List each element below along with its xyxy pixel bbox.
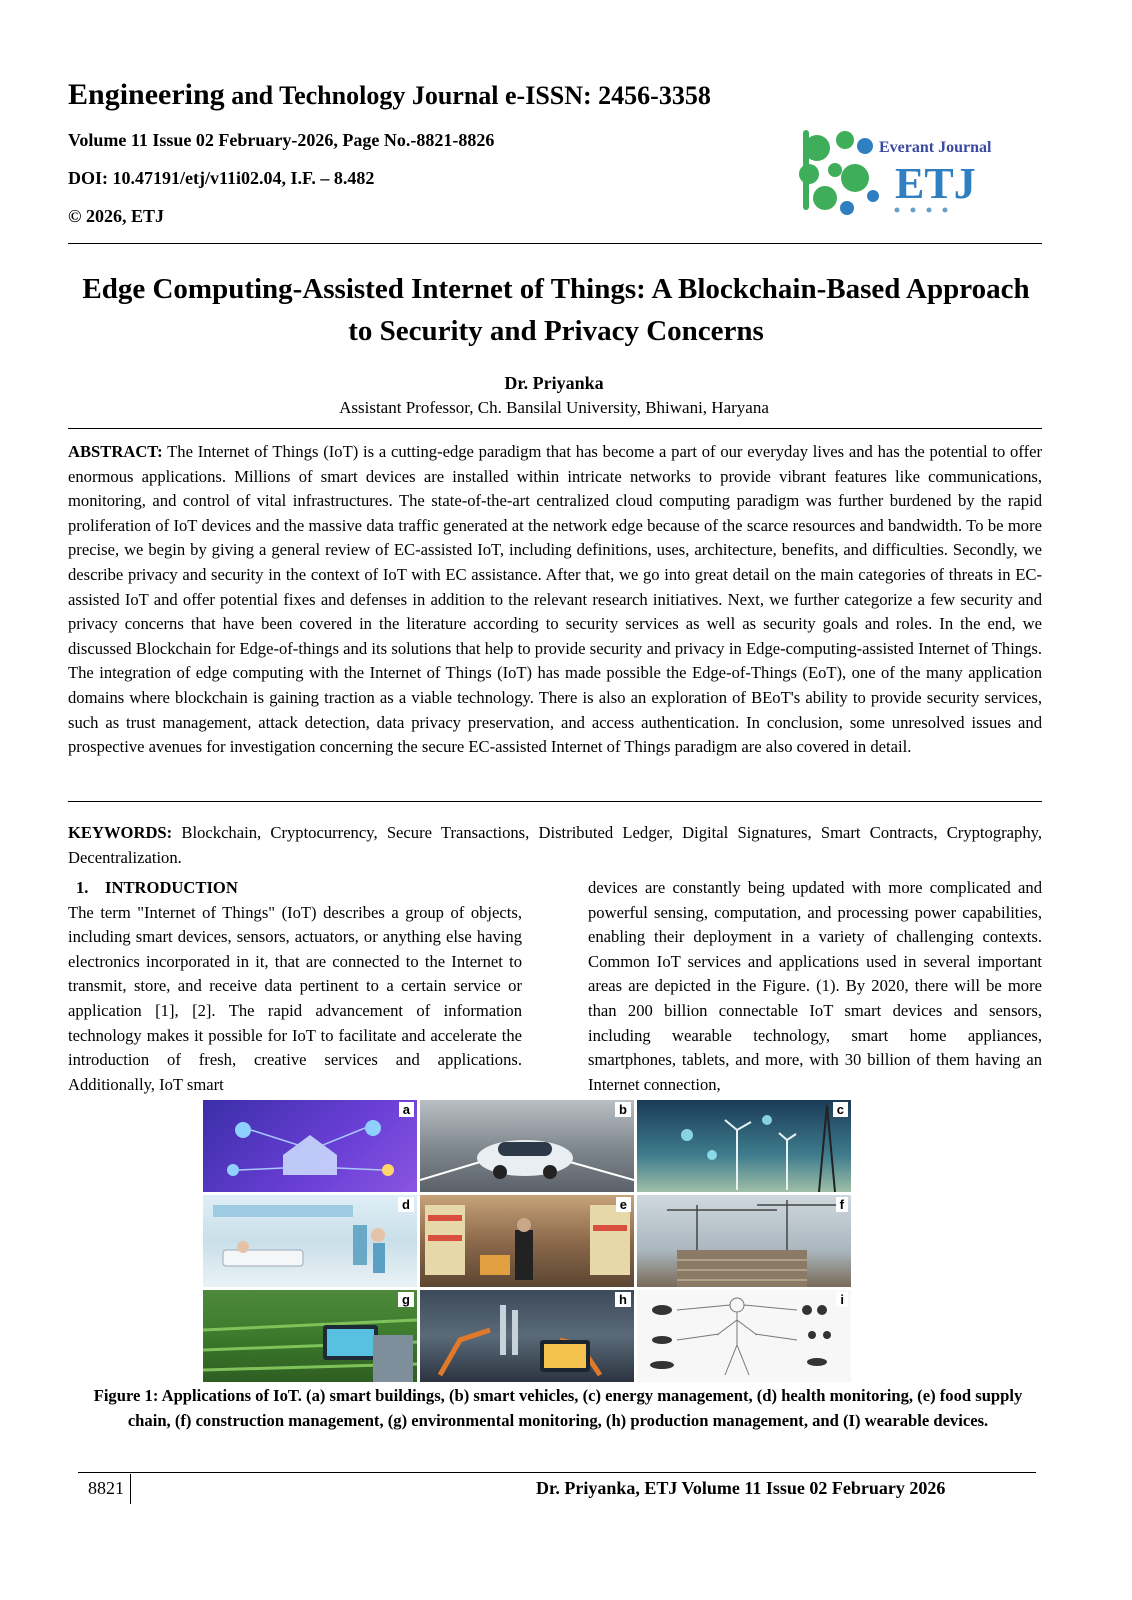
copyright-info: © 2026, ETJ <box>68 206 164 226</box>
journal-logo <box>795 118 1000 226</box>
panel-g-environmental-monitoring <box>203 1290 417 1382</box>
panel-d-health-monitoring <box>203 1195 417 1287</box>
keywords <box>68 821 1042 870</box>
panel-label-i: i <box>836 1292 848 1307</box>
journal-title <box>68 78 711 112</box>
title-line-2: to Security and Privacy Concerns <box>348 315 764 347</box>
panel-label-a: a <box>399 1102 414 1117</box>
header-rule <box>68 243 1042 244</box>
keywords-text: Blockchain, Cryptocurrency, Secure Transactions, Distributed Ledger, Digital Signatures, Smart Contracts, Cryptography, Decentralization. <box>68 823 1042 867</box>
logo-text-main: ETJ <box>895 159 976 208</box>
title-line-1: Edge Computing-Assisted Internet of Things: A Blockchain-Based Approach <box>82 273 1030 305</box>
panel-a-smart-buildings <box>203 1100 417 1192</box>
author-name: Dr. Priyanka <box>504 373 604 393</box>
panel-f-construction-management <box>637 1195 851 1287</box>
keywords-label: KEYWORDS: <box>68 823 173 842</box>
panel-label-b: b <box>615 1102 631 1117</box>
panel-label-d: d <box>398 1197 414 1212</box>
figure-1-grid <box>203 1100 853 1382</box>
panel-label-g: g <box>398 1292 414 1307</box>
figure-caption: Figure 1: Applications of IoT. (a) smart buildings, (b) smart vehicles, (c) energy management, (d) health monitoring, (e) food supply chain, (f) construction management, (g) environmental monitoring, (h) production management, and (I) wearable devices. <box>93 1386 1023 1430</box>
abstract-top-rule <box>68 428 1042 429</box>
panel-label-f: f <box>836 1197 848 1212</box>
abstract <box>68 440 1042 760</box>
panel-h-production-management <box>420 1290 634 1382</box>
abstract-label: ABSTRACT: <box>68 442 163 461</box>
doi-info: DOI: 10.47191/etj/v11i02.04, I.F. – 8.482 <box>68 168 375 188</box>
abstract-text: The Internet of Things (IoT) is a cutting-edge paradigm that has become a part of our everyday lives and has the potential to offer enormous applications. Millions of smart devices are installed within intricate networks to provide vibrant features like communications, monitoring, and control of vital infrastructures. The state-of-the-art centralized cloud computing paradigm was further burdened by the rapid proliferation of IoT devices and the massive data traffic generated at the network edge because of the scarce resources and bandwidth. To be more precise, we begin by giving a general review of EC-assisted IoT, including definitions, uses, architecture, benefits, and difficulties. Secondly, we describe privacy and security in the context of IoT with EC assistance. After that, we go into great detail on the main categories of threats in EC-assisted IoT and offer potential fixes and defenses in addition to the relevant research initiatives. Next, we further categorize a few security and privacy concerns that have been covered in the literature according to security services as well as security goals and roles. In the end, we discussed Blockchain for Edge-of-things and its solutions that help to provide security and privacy in Edge-computing-assisted Internet of Things. The integration of edge computing with the Internet of Things (IoT) has made possible the Edge-of-Things (EoT), one of the many application domains where blockchain is gaining traction as a viable technology. There is also an exploration of BEoT's ability to provide security services, such as trust management, attack detection, data privacy preservation, and access authentication. In conclusion, some unresolved issues and prospective avenues for investigation concerning the secure EC-assisted Internet of Things paradigm are also covered in detail. <box>68 442 1042 757</box>
intro-column-left <box>68 876 522 1097</box>
panel-b-smart-vehicles <box>420 1100 634 1192</box>
footer-divider <box>130 1474 131 1504</box>
paper-title <box>60 268 1052 352</box>
panel-c-energy-management <box>637 1100 851 1192</box>
intro-paragraph-left: The term "Internet of Things" (IoT) describes a group of objects, including smart devices, sensors, actuators, or anything else having electronics incorporated in it, that are connected to the Internet to transmit, store, and receive data pertinent to a certain service or application [1], [2]. The rapid advancement of information technology makes it possible for IoT to facilitate and accelerate the introduction of fresh, creative services and applications. Additionally, IoT smart <box>68 902 522 1094</box>
footer-rule <box>78 1472 1036 1473</box>
journal-title-first-word: Engineering <box>68 78 225 111</box>
volume-info: Volume 11 Issue 02 February-2026, Page No.-8821-8826 <box>68 130 495 150</box>
logo-text-top: Everant Journal <box>879 139 992 156</box>
keywords-top-rule <box>68 801 1042 802</box>
footer-citation: Dr. Priyanka, ETJ Volume 11 Issue 02 February 2026 <box>536 1478 946 1498</box>
intro-column-right: devices are constantly being updated with more complicated and powerful sensing, computation, and processing power capabilities, enabling their deployment in a variety of challenging contexts. Common IoT services and applications used in several important areas are depicted in the Figure. (1). By 2020, there will be more than 200 billion connectable IoT smart devices and sensors, including wearable technology, smart home appliances, smartphones, tablets, and more, with 30 billion of them having an Internet connection, <box>588 878 1042 1094</box>
page-number: 8821 <box>88 1478 124 1498</box>
journal-title-rest: and Technology Journal e-ISSN: 2456-3358 <box>224 81 711 110</box>
panel-e-food-supply-chain <box>420 1195 634 1287</box>
panel-label-e: e <box>616 1197 631 1212</box>
author-affiliation: Assistant Professor, Ch. Bansilal University, Bhiwani, Haryana <box>339 398 769 417</box>
section-heading-introduction: 1. INTRODUCTION <box>76 878 238 897</box>
panel-i-wearable-devices <box>637 1290 851 1382</box>
panel-label-c: c <box>833 1102 848 1117</box>
panel-label-h: h <box>615 1292 631 1307</box>
